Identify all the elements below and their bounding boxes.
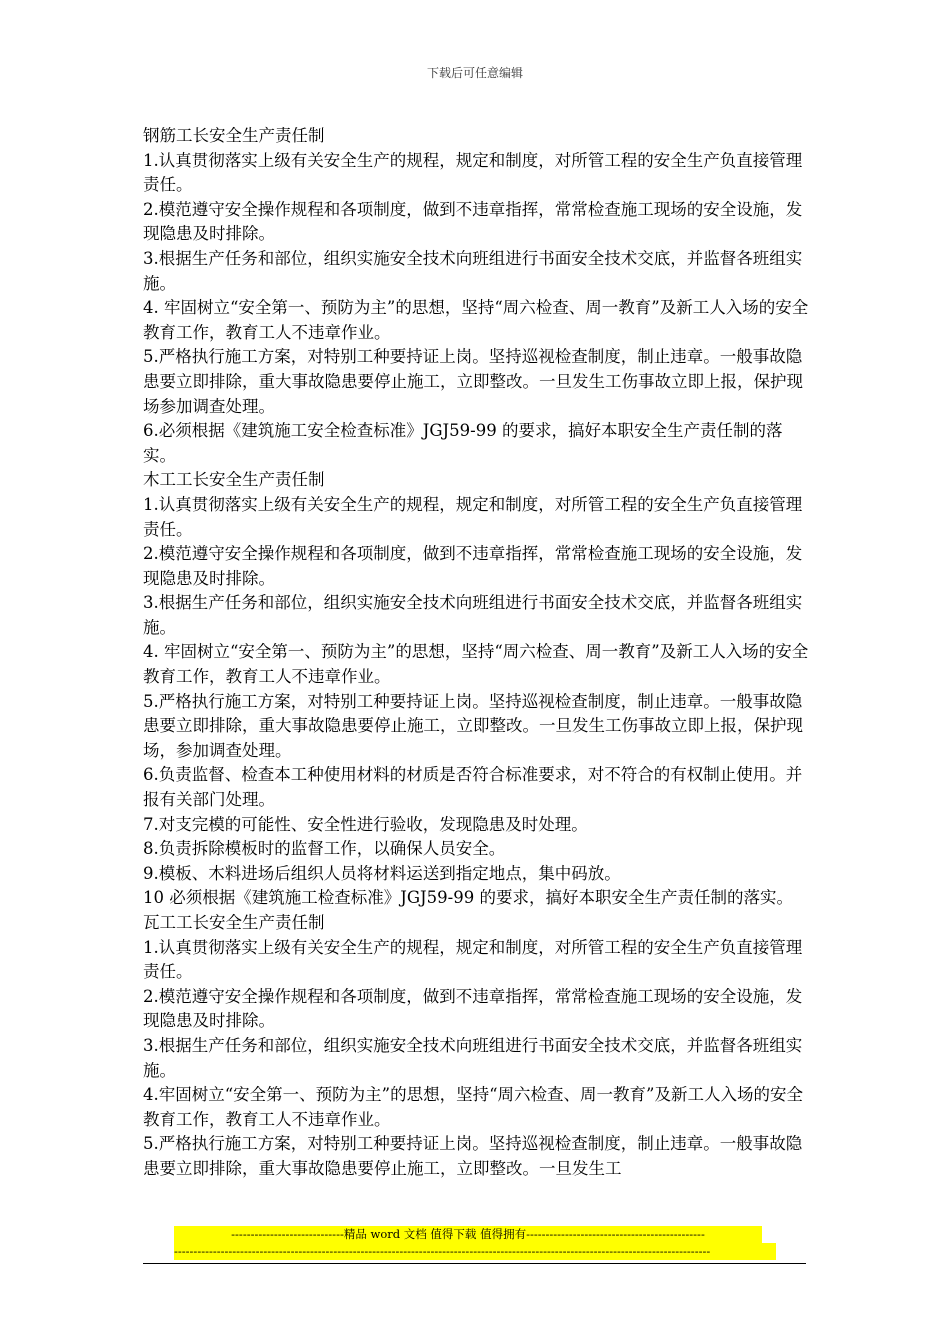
footer-banner: -----------------------------精品 word 文档 值得下载 值得拥有----------------------------------------------	[174, 1226, 762, 1243]
paragraph: 4.牢固树立“安全第一、预防为主”的思想，坚持“周六检查、周一教育”及新工人入场的安全教育工作，教育工人不违章作业。	[143, 1085, 803, 1129]
footer-dash-line: ------------------------------------------------------------------------------------------------------------------------------------------	[174, 1243, 776, 1260]
paragraph: 4. 牢固树立“安全第一、预防为主”的思想，坚持“周六检查、周一教育”及新工人入场的安全教育工作，教育工人不违章作业。	[143, 298, 809, 342]
page-header: 下载后可任意编辑	[426, 66, 523, 80]
paragraph: 3.根据生产任务和部位，组织实施安全技术向班组进行书面安全技术交底，并监督各班组实施。	[143, 593, 803, 637]
paragraph: 3.根据生产任务和部位，组织实施安全技术向班组进行书面安全技术交底，并监督各班组实施。	[143, 248, 803, 293]
section-title-masonry: 瓦工工长安全生产责任制	[143, 913, 325, 932]
document-body	[143, 124, 815, 1182]
paragraph: 6.必须根据《建筑施工安全检查标准》JGJ59-99 的要求，搞好本职安全生产责任制的落实。	[143, 421, 783, 465]
paragraph: 2.模范遵守安全操作规程和各项制度，做到不违章指挥，常常检查施工现场的安全设施，发现隐患及时排除。	[143, 544, 803, 588]
paragraph: 5.严格执行施工方案，对特别工种要持证上岗。坚持巡视检查制度，制止违章。一般事故隐患要立即排除，重大事故隐患要停止施工，立即整改。一旦发生工伤事故立即上报，保护现场参加调查处理。	[143, 347, 803, 416]
paragraph: 2.模范遵守安全操作规程和各项制度，做到不违章指挥，常常检查施工现场的安全设施，发现隐患及时排除。	[143, 986, 803, 1031]
paragraph: 1.认真贯彻落实上级有关安全生产的规程，规定和制度，对所管工程的安全生产负直接管理责任。	[143, 494, 803, 539]
paragraph: 9.模板、木料进场后组织人员将材料运送到指定地点，集中码放。	[143, 863, 621, 883]
footer-rule	[143, 1263, 806, 1264]
paragraph: 5.严格执行施工方案，对特别工种要持证上岗。坚持巡视检查制度，制止违章。一般事故隐患要立即排除，重大事故隐患要停止施工，立即整改。一旦发生工	[143, 1134, 803, 1178]
paragraph: 8.负责拆除模板时的监督工作，以确保人员安全。	[143, 839, 506, 859]
section-title-carpentry: 木工工长安全生产责任制	[143, 470, 325, 490]
paragraph: 3.根据生产任务和部位，组织实施安全技术向班组进行书面安全技术交底，并监督各班组实施。	[143, 1035, 803, 1080]
paragraph: 4. 牢固树立“安全第一、预防为主”的思想，坚持“周六检查、周一教育”及新工人入场的安全教育工作，教育工人不违章作业。	[143, 642, 809, 687]
paragraph: 7.对支完模的可能性、安全性进行验收，发现隐患及时处理。	[143, 814, 588, 834]
section-title-rebar: 钢筋工长安全生产责任制	[143, 126, 325, 145]
paragraph: 1.认真贯彻落实上级有关安全生产的规程，规定和制度，对所管工程的安全生产负直接管理责任。	[143, 150, 803, 195]
paragraph: 10 必须根据《建筑施工检查标准》JGJ59-99 的要求，搞好本职安全生产责任制的落实。	[143, 888, 793, 908]
paragraph: 2.模范遵守安全操作规程和各项制度，做到不违章指挥，常常检查施工现场的安全设施，发现隐患及时排除。	[143, 199, 803, 244]
paragraph: 5.严格执行施工方案，对特别工种要持证上岗。坚持巡视检查制度，制止违章。一般事故隐患要立即排除，重大事故隐患要停止施工，立即整改。一旦发生工伤事故立即上报，保护现场，参加调查处理。	[143, 691, 803, 760]
paragraph: 6.负责监督、检查本工种使用材料的材质是否符合标准要求，对不符合的有权制止使用。并报有关部门处理。	[143, 765, 803, 810]
paragraph: 1.认真贯彻落实上级有关安全生产的规程，规定和制度，对所管工程的安全生产负直接管理责任。	[143, 937, 803, 982]
